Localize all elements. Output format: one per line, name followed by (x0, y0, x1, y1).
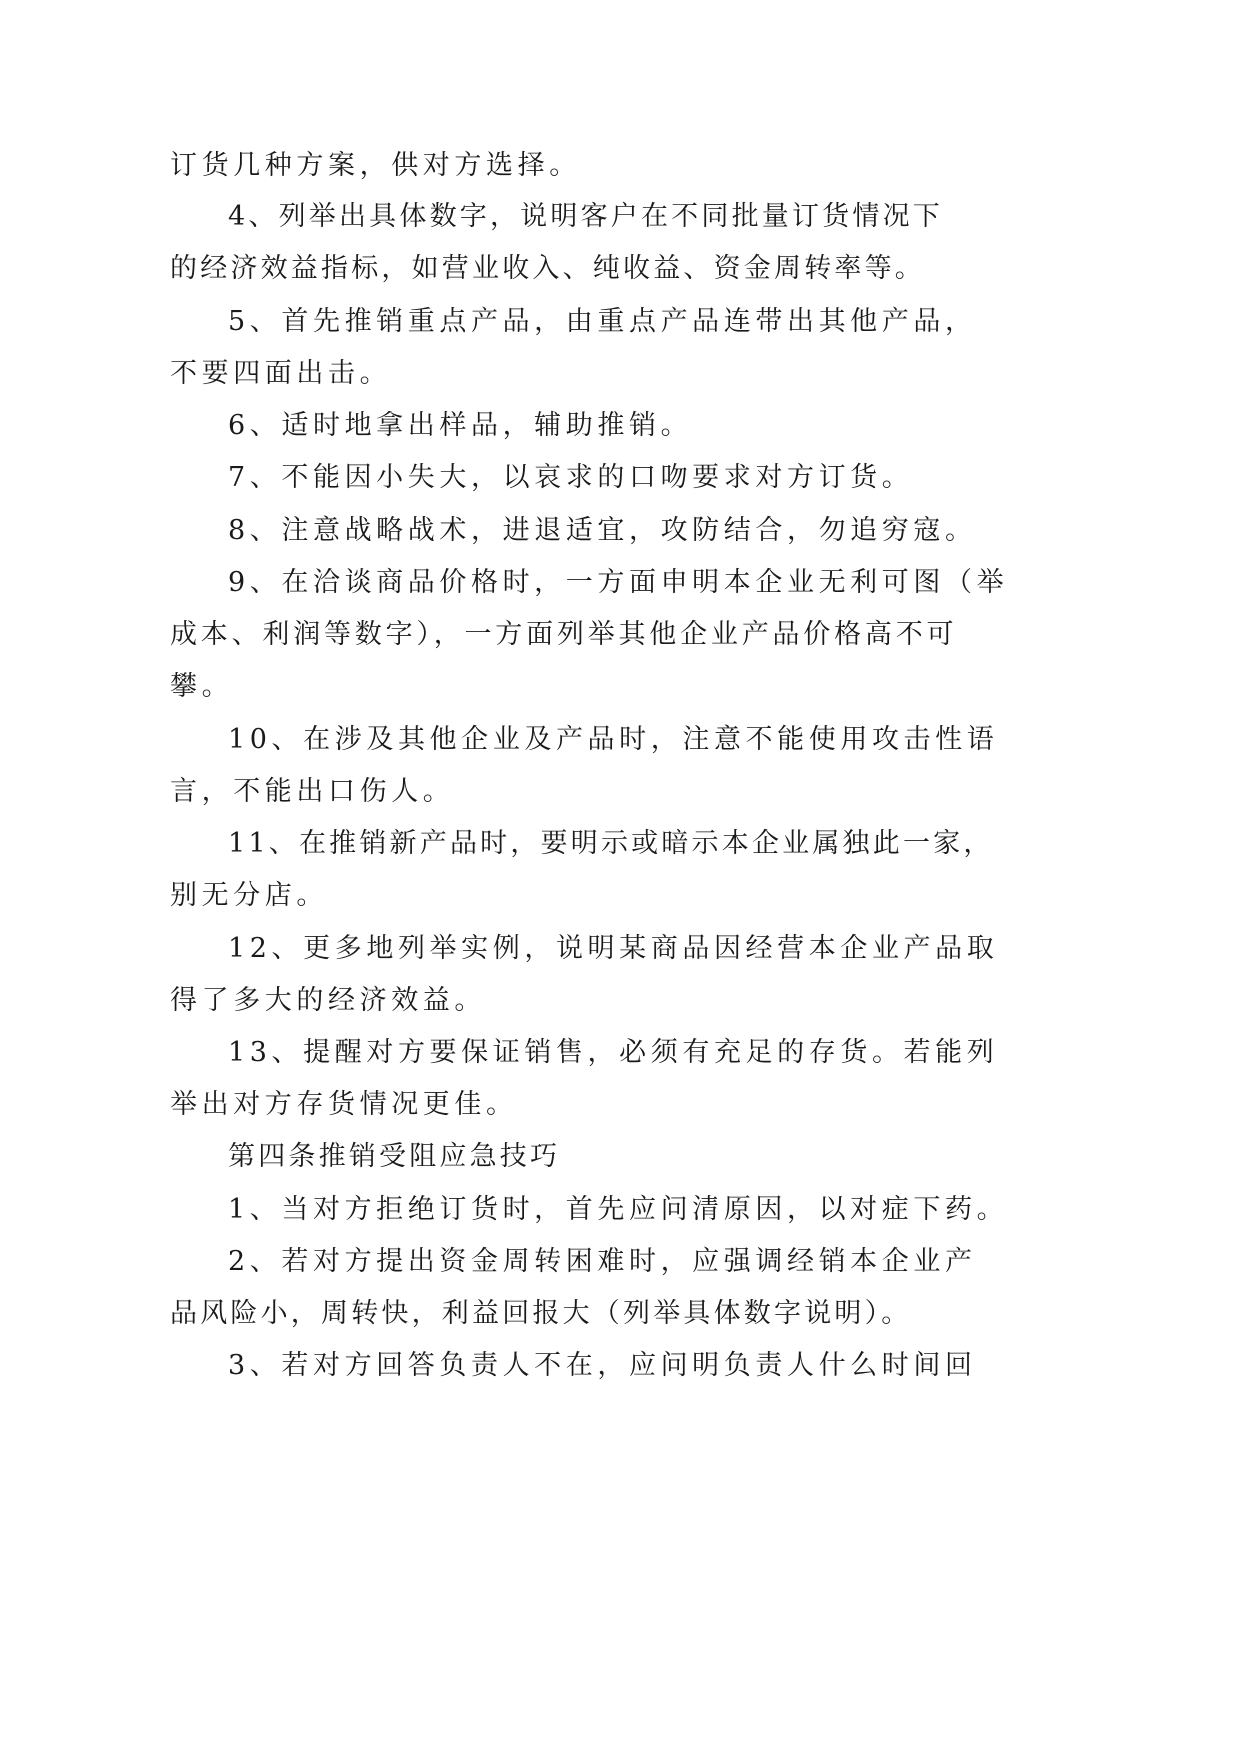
section-heading: 第四条推销受阻应急技巧 (228, 1141, 561, 1172)
paragraph-item-9: 9、在洽谈商品价格时，一方面申明本企业无利可图（举 (228, 567, 1009, 598)
text-line: 不要四面出击。 (170, 358, 392, 389)
text-line: 的经济效益指标，如营业收入、纯收益、资金周转率等。 (170, 253, 925, 284)
paragraph-item-12: 12、更多地列举实例，说明某商品因经营本企业产品取 (228, 933, 999, 964)
paragraph-item-3: 3、若对方回答负责人不在，应问明负责人什么时间回 (228, 1350, 977, 1381)
paragraph-item-5: 5、首先推销重点产品，由重点产品连带出其他产品， (228, 306, 977, 337)
paragraph-item-7: 7、不能因小失大，以哀求的口吻要求对方订货。 (228, 462, 914, 493)
text-line: 举出对方存货情况更佳。 (170, 1089, 518, 1120)
text-line: 品风险小，周转快，利益回报大（列举具体数字说明）。 (170, 1298, 912, 1329)
paragraph-item-1: 1、当对方拒绝订货时，首先应问清原因，以对症下药。 (228, 1194, 1009, 1225)
text-line: 订货几种方案，供对方选择。 (170, 150, 581, 181)
text-line: 得了多大的经济效益。 (170, 985, 486, 1016)
paragraph-item-6: 6、适时地拿出样品，辅助推销。 (228, 410, 693, 441)
paragraph-item-8: 8、注意战略战术，进退适宜，攻防结合，勿追穷寇。 (228, 515, 977, 546)
paragraph-item-4: 4、列举出具体数字，说明客户在不同批量订货情况下 (228, 201, 943, 232)
paragraph-item-2: 2、若对方提出资金周转困难时，应强调经销本企业产 (228, 1246, 977, 1277)
text-line: 成本、利润等数字），一方面列举其他企业产品价格高不可 (170, 619, 958, 650)
paragraph-item-13: 13、提醒对方要保证销售，必须有充足的存货。若能列 (228, 1037, 999, 1068)
text-line: 攀。 (170, 671, 234, 702)
paragraph-item-10: 10、在涉及其他企业及产品时，注意不能使用攻击性语 (228, 724, 999, 755)
paragraph-item-11: 11、在推销新产品时，要明示或暗示本企业属独此一家， (228, 828, 994, 859)
text-line: 言，不能出口伤人。 (170, 776, 455, 807)
text-line: 别无分店。 (170, 880, 328, 911)
